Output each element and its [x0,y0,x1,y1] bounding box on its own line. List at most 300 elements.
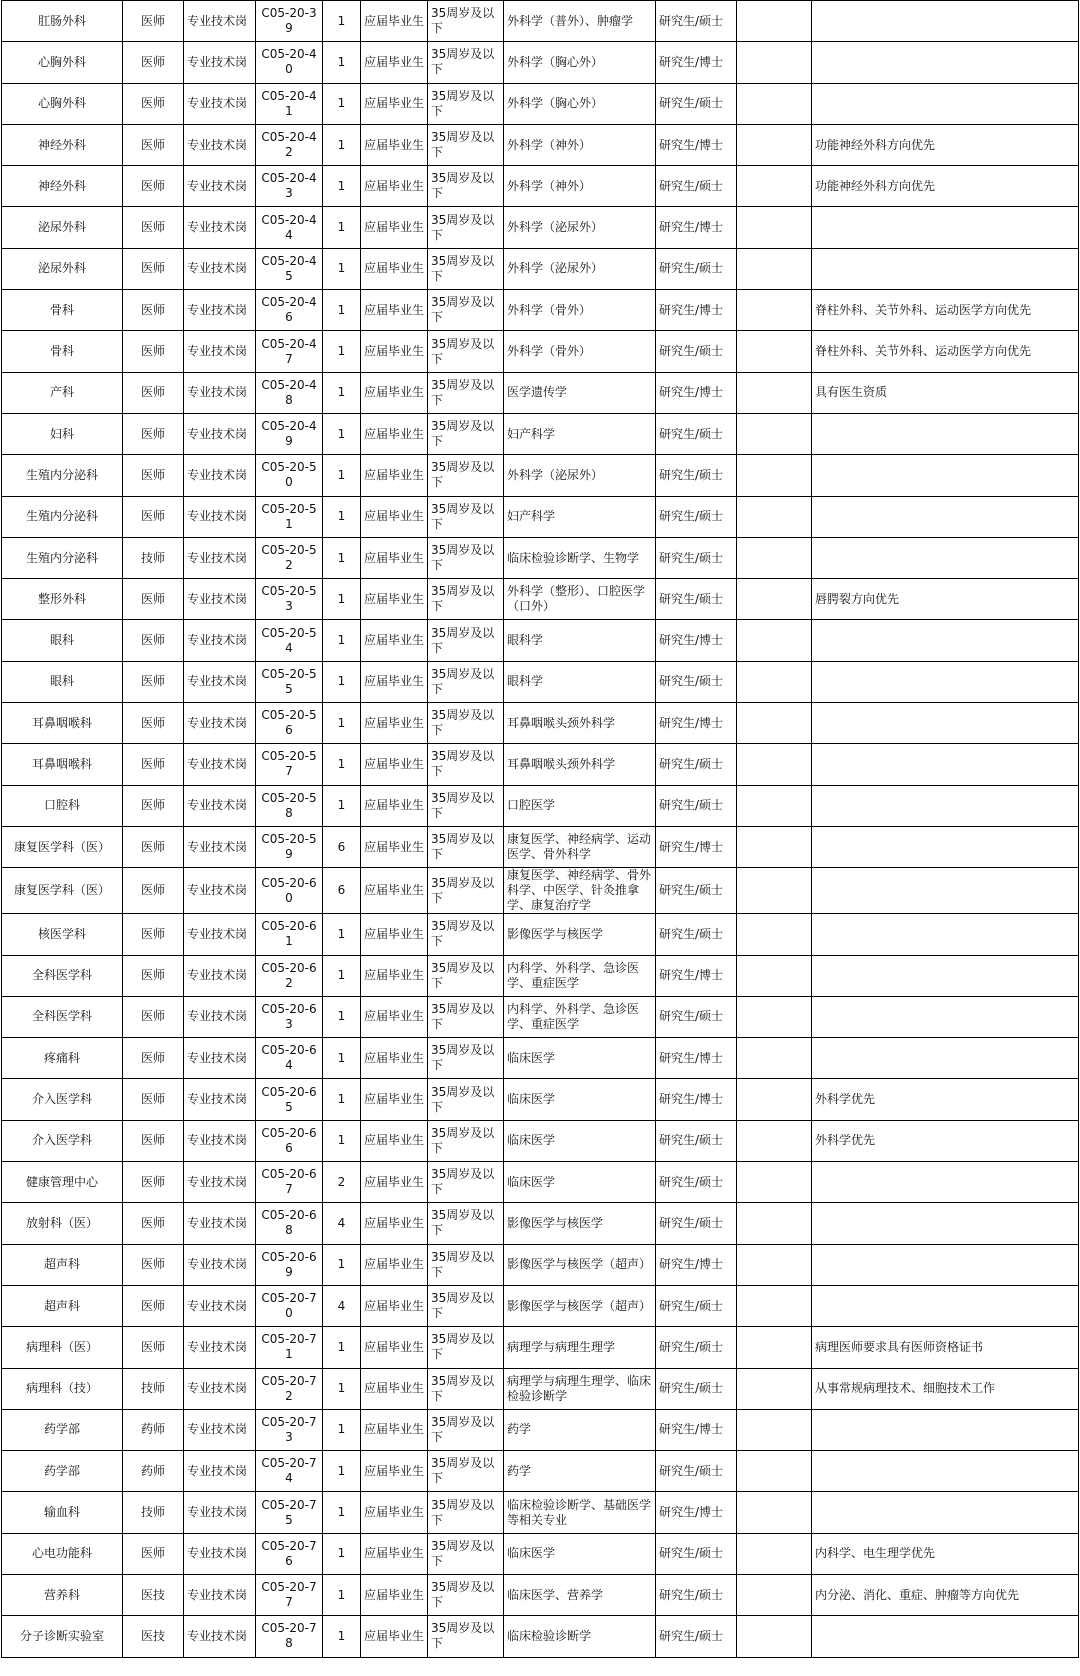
cell-position-type: 医师 [123,455,184,496]
cell-extra-requirement [737,1038,812,1079]
cell-post-category: 专业技术岗 [184,868,256,914]
cell-headcount: 1 [323,1574,361,1615]
cell-major: 病理学与病理生理学 [504,1327,656,1368]
table-row [2,1,1079,42]
cell-extra-requirement [737,166,812,207]
cell-extra-requirement [737,1244,812,1285]
cell-extra-requirement [737,1409,812,1450]
cell-department: 耳鼻咽喉科 [2,744,123,785]
recruitment-table [1,0,1079,1658]
cell-post-code: C05-20-72 [256,1368,323,1409]
cell-major: 内科学、外科学、急诊医学、重症医学 [504,955,656,996]
cell-position-type: 医师 [123,166,184,207]
cell-remarks [812,1162,1079,1203]
cell-education-degree: 研究生/硕士 [656,331,737,372]
cell-post-code: C05-20-78 [256,1616,323,1657]
cell-position-type: 医师 [123,1120,184,1161]
cell-education-degree: 研究生/博士 [656,826,737,867]
cell-extra-requirement [737,537,812,578]
cell-headcount: 1 [323,955,361,996]
cell-post-code: C05-20-48 [256,372,323,413]
cell-age-limit: 35周岁及以下 [428,1574,504,1615]
cell-age-limit: 35周岁及以下 [428,826,504,867]
cell-department: 药学部 [2,1409,123,1450]
table-row [2,1451,1079,1492]
cell-major: 临床医学、营养学 [504,1574,656,1615]
cell-post-code: C05-20-71 [256,1327,323,1368]
cell-age-limit: 35周岁及以下 [428,537,504,578]
cell-candidate-type: 应届毕业生 [361,166,428,207]
cell-headcount: 1 [323,1038,361,1079]
cell-extra-requirement [737,290,812,331]
cell-position-type: 医师 [123,661,184,702]
cell-candidate-type: 应届毕业生 [361,1616,428,1657]
cell-post-code: C05-20-43 [256,166,323,207]
cell-remarks [812,496,1079,537]
cell-post-code: C05-20-41 [256,83,323,124]
cell-extra-requirement [737,914,812,955]
cell-candidate-type: 应届毕业生 [361,826,428,867]
cell-remarks: 病理医师要求具有医师资格证书 [812,1327,1079,1368]
cell-education-degree: 研究生/博士 [656,42,737,83]
cell-department: 心电功能科 [2,1533,123,1574]
cell-age-limit: 35周岁及以下 [428,1492,504,1533]
cell-headcount: 1 [323,1492,361,1533]
cell-age-limit: 35周岁及以下 [428,455,504,496]
cell-candidate-type: 应届毕业生 [361,1492,428,1533]
cell-candidate-type: 应届毕业生 [361,1327,428,1368]
table-row [2,1285,1079,1326]
table-row [2,372,1079,413]
cell-headcount: 1 [323,1616,361,1657]
cell-major: 药学 [504,1451,656,1492]
cell-department: 耳鼻咽喉科 [2,703,123,744]
cell-candidate-type: 应届毕业生 [361,455,428,496]
cell-extra-requirement [737,496,812,537]
cell-headcount: 1 [323,661,361,702]
cell-post-code: C05-20-74 [256,1451,323,1492]
cell-post-code: C05-20-67 [256,1162,323,1203]
cell-department: 病理科（医） [2,1327,123,1368]
cell-age-limit: 35周岁及以下 [428,1616,504,1657]
table-row [2,661,1079,702]
cell-post-category: 专业技术岗 [184,914,256,955]
cell-post-category: 专业技术岗 [184,83,256,124]
cell-post-category: 专业技术岗 [184,1244,256,1285]
table-row [2,331,1079,372]
cell-department: 心胸外科 [2,83,123,124]
cell-age-limit: 35周岁及以下 [428,785,504,826]
cell-post-code: C05-20-76 [256,1533,323,1574]
cell-major: 外科学（泌尿外） [504,207,656,248]
cell-extra-requirement [737,1162,812,1203]
cell-age-limit: 35周岁及以下 [428,744,504,785]
cell-post-code: C05-20-47 [256,331,323,372]
table-row [2,537,1079,578]
cell-position-type: 医师 [123,579,184,620]
cell-department: 药学部 [2,1451,123,1492]
cell-major: 临床检验诊断学、生物学 [504,537,656,578]
cell-education-degree: 研究生/硕士 [656,1285,737,1326]
cell-post-code: C05-20-75 [256,1492,323,1533]
cell-headcount: 1 [323,1120,361,1161]
cell-post-category: 专业技术岗 [184,1574,256,1615]
cell-candidate-type: 应届毕业生 [361,496,428,537]
table-row [2,785,1079,826]
cell-major: 临床医学 [504,1162,656,1203]
cell-department: 生殖内分泌科 [2,537,123,578]
cell-post-code: C05-20-73 [256,1409,323,1450]
cell-major: 病理学与病理生理学、临床检验诊断学 [504,1368,656,1409]
cell-age-limit: 35周岁及以下 [428,1,504,42]
cell-extra-requirement [737,455,812,496]
cell-headcount: 1 [323,744,361,785]
cell-age-limit: 35周岁及以下 [428,955,504,996]
cell-position-type: 医师 [123,1079,184,1120]
cell-major: 妇产科学 [504,496,656,537]
cell-age-limit: 35周岁及以下 [428,579,504,620]
cell-headcount: 1 [323,1533,361,1574]
cell-department: 骨科 [2,290,123,331]
cell-headcount: 1 [323,579,361,620]
cell-candidate-type: 应届毕业生 [361,785,428,826]
cell-department: 眼科 [2,620,123,661]
cell-extra-requirement [737,124,812,165]
cell-remarks [812,868,1079,914]
cell-age-limit: 35周岁及以下 [428,1038,504,1079]
cell-headcount: 1 [323,83,361,124]
cell-position-type: 药师 [123,1409,184,1450]
cell-age-limit: 35周岁及以下 [428,1533,504,1574]
cell-department: 输血科 [2,1492,123,1533]
cell-education-degree: 研究生/硕士 [656,166,737,207]
cell-extra-requirement [737,996,812,1037]
cell-headcount: 1 [323,537,361,578]
cell-position-type: 技师 [123,1368,184,1409]
cell-age-limit: 35周岁及以下 [428,661,504,702]
cell-extra-requirement [737,1203,812,1244]
cell-candidate-type: 应届毕业生 [361,1120,428,1161]
table-row [2,914,1079,955]
cell-candidate-type: 应届毕业生 [361,1244,428,1285]
table-row [2,455,1079,496]
cell-major: 临床医学 [504,1038,656,1079]
cell-candidate-type: 应届毕业生 [361,372,428,413]
cell-age-limit: 35周岁及以下 [428,1327,504,1368]
cell-post-code: C05-20-70 [256,1285,323,1326]
cell-post-code: C05-20-57 [256,744,323,785]
cell-post-code: C05-20-61 [256,914,323,955]
table-row [2,620,1079,661]
table-row [2,1533,1079,1574]
cell-post-category: 专业技术岗 [184,248,256,289]
cell-remarks [812,620,1079,661]
cell-headcount: 1 [323,331,361,372]
cell-post-category: 专业技术岗 [184,413,256,454]
cell-post-category: 专业技术岗 [184,1162,256,1203]
cell-department: 营养科 [2,1574,123,1615]
cell-department: 超声科 [2,1285,123,1326]
cell-candidate-type: 应届毕业生 [361,579,428,620]
cell-age-limit: 35周岁及以下 [428,248,504,289]
cell-headcount: 1 [323,207,361,248]
cell-education-degree: 研究生/博士 [656,372,737,413]
cell-major: 耳鼻咽喉头颈外科学 [504,703,656,744]
cell-major: 眼科学 [504,620,656,661]
cell-education-degree: 研究生/硕士 [656,1,737,42]
table-row [2,1368,1079,1409]
cell-post-category: 专业技术岗 [184,372,256,413]
cell-department: 生殖内分泌科 [2,455,123,496]
cell-candidate-type: 应届毕业生 [361,1451,428,1492]
cell-post-category: 专业技术岗 [184,1038,256,1079]
cell-education-degree: 研究生/硕士 [656,914,737,955]
cell-major: 眼科学 [504,661,656,702]
cell-remarks: 从事常规病理技术、细胞技术工作 [812,1368,1079,1409]
cell-candidate-type: 应届毕业生 [361,248,428,289]
cell-department: 康复医学科（医） [2,826,123,867]
cell-age-limit: 35周岁及以下 [428,868,504,914]
cell-post-code: C05-20-52 [256,537,323,578]
table-row [2,1409,1079,1450]
cell-post-category: 专业技术岗 [184,1368,256,1409]
cell-candidate-type: 应届毕业生 [361,124,428,165]
table-row [2,1162,1079,1203]
cell-candidate-type: 应届毕业生 [361,620,428,661]
cell-major: 临床医学 [504,1120,656,1161]
cell-candidate-type: 应届毕业生 [361,290,428,331]
cell-position-type: 医师 [123,744,184,785]
cell-headcount: 1 [323,166,361,207]
cell-remarks [812,248,1079,289]
cell-education-degree: 研究生/博士 [656,124,737,165]
cell-age-limit: 35周岁及以下 [428,620,504,661]
cell-education-degree: 研究生/硕士 [656,868,737,914]
cell-headcount: 1 [323,413,361,454]
cell-headcount: 1 [323,914,361,955]
cell-headcount: 1 [323,290,361,331]
cell-post-category: 专业技术岗 [184,1327,256,1368]
cell-position-type: 医师 [123,1,184,42]
cell-post-code: C05-20-58 [256,785,323,826]
cell-remarks: 具有医生资质 [812,372,1079,413]
cell-headcount: 1 [323,248,361,289]
cell-education-degree: 研究生/博士 [656,1409,737,1450]
cell-post-category: 专业技术岗 [184,955,256,996]
table-row [2,83,1079,124]
cell-age-limit: 35周岁及以下 [428,83,504,124]
cell-extra-requirement [737,955,812,996]
table-row [2,42,1079,83]
cell-post-code: C05-20-44 [256,207,323,248]
cell-age-limit: 35周岁及以下 [428,703,504,744]
cell-candidate-type: 应届毕业生 [361,1203,428,1244]
cell-post-category: 专业技术岗 [184,785,256,826]
cell-headcount: 4 [323,1203,361,1244]
cell-education-degree: 研究生/博士 [656,1079,737,1120]
cell-position-type: 医师 [123,496,184,537]
cell-headcount: 1 [323,1244,361,1285]
cell-department: 骨科 [2,331,123,372]
cell-post-code: C05-20-63 [256,996,323,1037]
cell-remarks [812,413,1079,454]
cell-candidate-type: 应届毕业生 [361,1574,428,1615]
cell-education-degree: 研究生/硕士 [656,1616,737,1657]
table-row [2,290,1079,331]
cell-headcount: 1 [323,42,361,83]
cell-extra-requirement [737,1533,812,1574]
cell-department: 生殖内分泌科 [2,496,123,537]
cell-candidate-type: 应届毕业生 [361,1533,428,1574]
cell-major: 康复医学、神经病学、运动医学、骨外科学 [504,826,656,867]
cell-department: 核医学科 [2,914,123,955]
cell-position-type: 医技 [123,1574,184,1615]
table-row [2,1079,1079,1120]
cell-post-category: 专业技术岗 [184,826,256,867]
cell-position-type: 医师 [123,124,184,165]
cell-extra-requirement [737,703,812,744]
cell-headcount: 1 [323,496,361,537]
cell-education-degree: 研究生/博士 [656,703,737,744]
cell-candidate-type: 应届毕业生 [361,1368,428,1409]
cell-age-limit: 35周岁及以下 [428,1162,504,1203]
cell-candidate-type: 应届毕业生 [361,83,428,124]
cell-post-category: 专业技术岗 [184,331,256,372]
cell-major: 内科学、外科学、急诊医学、重症医学 [504,996,656,1037]
table-body [2,1,1079,1658]
cell-major: 外科学（神外） [504,124,656,165]
cell-age-limit: 35周岁及以下 [428,1409,504,1450]
table-row [2,744,1079,785]
cell-candidate-type: 应届毕业生 [361,537,428,578]
cell-candidate-type: 应届毕业生 [361,868,428,914]
cell-age-limit: 35周岁及以下 [428,1451,504,1492]
cell-department: 全科医学科 [2,955,123,996]
cell-extra-requirement [737,42,812,83]
cell-education-degree: 研究生/硕士 [656,496,737,537]
cell-candidate-type: 应届毕业生 [361,331,428,372]
cell-major: 影像医学与核医学 [504,1203,656,1244]
cell-post-code: C05-20-56 [256,703,323,744]
cell-extra-requirement [737,248,812,289]
cell-candidate-type: 应届毕业生 [361,413,428,454]
cell-post-code: C05-20-77 [256,1574,323,1615]
cell-position-type: 技师 [123,537,184,578]
cell-headcount: 1 [323,703,361,744]
cell-major: 外科学（骨外） [504,331,656,372]
cell-post-category: 专业技术岗 [184,290,256,331]
cell-age-limit: 35周岁及以下 [428,290,504,331]
cell-remarks [812,42,1079,83]
cell-position-type: 医师 [123,1203,184,1244]
cell-department: 病理科（技） [2,1368,123,1409]
cell-post-category: 专业技术岗 [184,42,256,83]
cell-remarks [812,744,1079,785]
cell-education-degree: 研究生/博士 [656,1492,737,1533]
cell-remarks: 外科学优先 [812,1079,1079,1120]
cell-post-category: 专业技术岗 [184,166,256,207]
cell-headcount: 1 [323,996,361,1037]
cell-remarks [812,1616,1079,1657]
cell-major: 外科学（胸心外） [504,83,656,124]
cell-department: 口腔科 [2,785,123,826]
table-row [2,413,1079,454]
cell-remarks [812,785,1079,826]
table-row [2,996,1079,1037]
cell-age-limit: 35周岁及以下 [428,1079,504,1120]
cell-department: 康复医学科（医） [2,868,123,914]
cell-education-degree: 研究生/硕士 [656,1451,737,1492]
cell-post-code: C05-20-59 [256,826,323,867]
cell-extra-requirement [737,413,812,454]
table-row [2,1203,1079,1244]
cell-post-code: C05-20-42 [256,124,323,165]
cell-position-type: 医师 [123,868,184,914]
cell-post-code: C05-20-68 [256,1203,323,1244]
cell-position-type: 医师 [123,996,184,1037]
cell-education-degree: 研究生/博士 [656,620,737,661]
cell-education-degree: 研究生/硕士 [656,1368,737,1409]
cell-candidate-type: 应届毕业生 [361,703,428,744]
cell-headcount: 6 [323,826,361,867]
cell-remarks [812,914,1079,955]
cell-education-degree: 研究生/硕士 [656,1327,737,1368]
cell-department: 心胸外科 [2,42,123,83]
cell-department: 泌尿外科 [2,248,123,289]
cell-remarks [812,207,1079,248]
cell-post-code: C05-20-55 [256,661,323,702]
cell-remarks: 唇腭裂方向优先 [812,579,1079,620]
table-row [2,955,1079,996]
cell-department: 肛肠外科 [2,1,123,42]
cell-major: 外科学（普外）、肿瘤学 [504,1,656,42]
cell-department: 超声科 [2,1244,123,1285]
cell-education-degree: 研究生/硕士 [656,537,737,578]
cell-position-type: 医师 [123,1162,184,1203]
cell-major: 外科学（骨外） [504,290,656,331]
cell-post-category: 专业技术岗 [184,207,256,248]
cell-post-category: 专业技术岗 [184,996,256,1037]
cell-age-limit: 35周岁及以下 [428,996,504,1037]
table-row [2,703,1079,744]
cell-candidate-type: 应届毕业生 [361,42,428,83]
cell-extra-requirement [737,1574,812,1615]
table-row [2,868,1079,914]
cell-position-type: 药师 [123,1451,184,1492]
cell-extra-requirement [737,744,812,785]
cell-post-category: 专业技术岗 [184,703,256,744]
cell-position-type: 医师 [123,1327,184,1368]
table-row [2,1574,1079,1615]
cell-remarks [812,661,1079,702]
cell-education-degree: 研究生/硕士 [656,661,737,702]
cell-post-category: 专业技术岗 [184,455,256,496]
cell-education-degree: 研究生/硕士 [656,1120,737,1161]
cell-major: 临床医学 [504,1533,656,1574]
cell-major: 妇产科学 [504,413,656,454]
cell-remarks [812,1285,1079,1326]
cell-age-limit: 35周岁及以下 [428,372,504,413]
cell-post-category: 专业技术岗 [184,1285,256,1326]
cell-major: 临床检验诊断学、基础医学等相关专业 [504,1492,656,1533]
cell-post-code: C05-20-46 [256,290,323,331]
cell-major: 临床检验诊断学 [504,1616,656,1657]
cell-post-category: 专业技术岗 [184,620,256,661]
cell-remarks [812,537,1079,578]
cell-remarks [812,1203,1079,1244]
cell-post-category: 专业技术岗 [184,1616,256,1657]
cell-position-type: 医师 [123,331,184,372]
